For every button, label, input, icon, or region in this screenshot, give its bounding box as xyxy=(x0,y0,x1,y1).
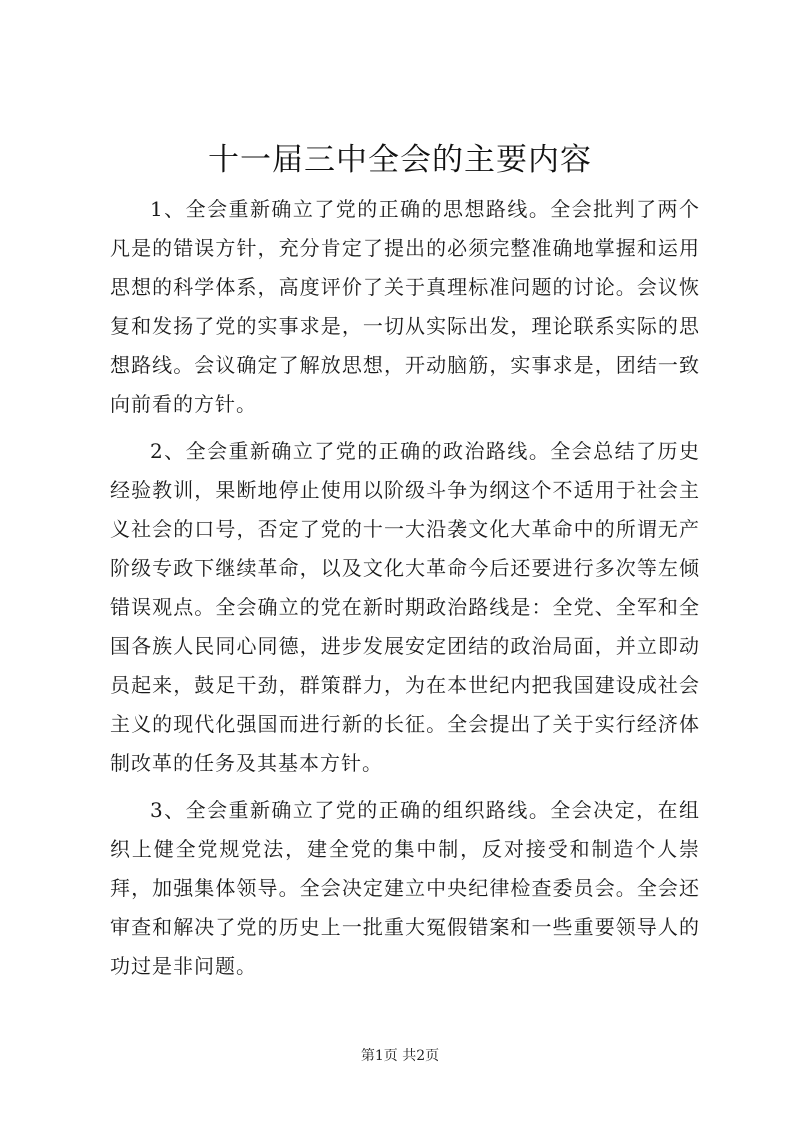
page-number-footer: 第1页 共2页 xyxy=(360,1048,440,1064)
paragraph-ideological-line: 1、全会重新确立了党的正确的思想路线。全会批判了两个凡是的错误方针，充分肯定了提出的必须完整准确地掌握和运用思想的科学体系，高度评价了关于真理标准问题的讨论。会议恢复和发扬了党的实事求是，一切从实际出发，理论联系实际的思想路线。会议确定了解放思想，开动脑筋，实事求是，团结一致向前看的方针。 xyxy=(110,197,700,416)
paragraph-political-line: 2、全会重新确立了党的正确的政治路线。全会总结了历史经验教训，果断地停止使用以阶级斗争为纲这个不适用于社会主义社会的口号，否定了党的十一大沿袭文化大革命中的所谓无产阶级专政下继续革命，以及文化大革命今后还要进行多次等左倾错误观点。全会确立的党在新时期政治路线是：全党、全军和全国各族人民同心同德，进步发展安定团结的政治局面，并立即动员起来，鼓足干劲，群策群力，为在本世纪内把我国建设成社会主义的现代化强国而进行新的长征。全会提出了关于实行经济体制改革的任务及其基本方针。 xyxy=(110,439,700,775)
page-title: 十一届三中全会的主要内容 xyxy=(208,142,592,178)
document-body xyxy=(110,190,700,994)
paragraph-organizational-line: 3、全会重新确立了党的正确的组织路线。全会决定，在组织上健全党规党法，建全党的集中制，反对接受和制造个人崇拜，加强集体领导。全会决定建立中央纪律检查委员会。全会还审查和解决了党的历史上一批重大冤假错案和一些重要领导人的功过是非问题。 xyxy=(110,798,700,978)
